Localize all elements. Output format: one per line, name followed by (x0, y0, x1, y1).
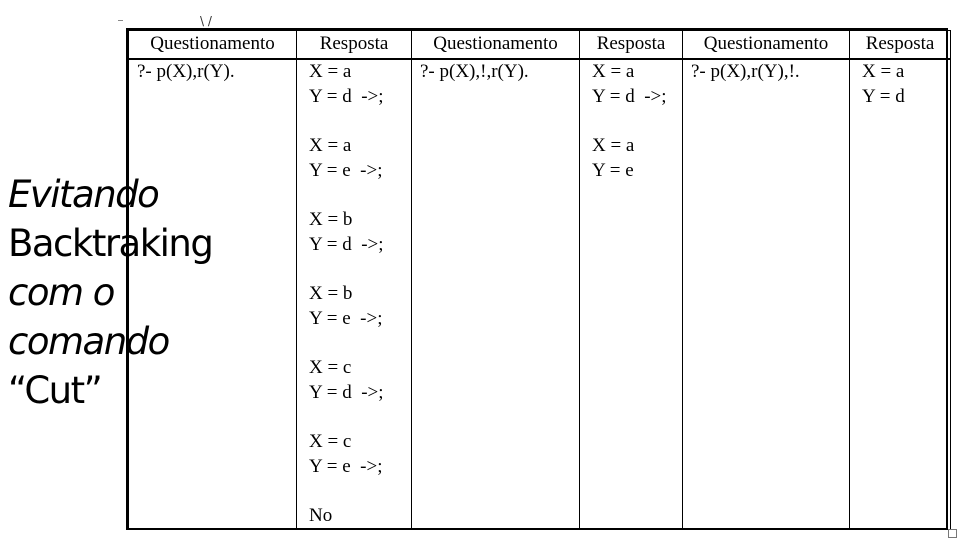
top-glyph: \ / (200, 14, 212, 28)
answer-block (309, 430, 411, 479)
answer-block (309, 60, 411, 109)
answer-line: X = a (309, 135, 352, 156)
answer-cell-1 (297, 59, 412, 529)
answer-line: X = b (309, 283, 353, 304)
title-line-3: com o (8, 271, 114, 314)
query-cell-3 (683, 59, 850, 529)
answer-block (309, 282, 411, 331)
answer-cell-3 (850, 59, 951, 529)
resize-handle[interactable] (948, 529, 957, 538)
answer-line: Y = d (862, 85, 905, 107)
header-resposta-2: Resposta (580, 31, 683, 60)
answer-block (862, 60, 950, 109)
header-resposta-1: Resposta (297, 31, 412, 60)
header-resposta-3: Resposta (850, 31, 951, 60)
answer-line: X = a (592, 135, 635, 156)
answer-line: Y = d ->; (309, 233, 384, 255)
title-line-2: Backtraking (8, 222, 213, 265)
answer-line: Y = d ->; (309, 381, 384, 403)
answer-line: Y = e ->; (309, 159, 383, 181)
title-line-5: “Cut” (8, 369, 102, 412)
table-row (129, 59, 951, 529)
answer-line: X = a (309, 61, 352, 82)
answer-block (309, 208, 411, 257)
header-questionamento-2: Questionamento (412, 31, 580, 60)
query-text: ?- p(X),r(Y). (137, 61, 235, 82)
answer-line: X = b (309, 209, 353, 230)
answer-line: Y = d ->; (309, 85, 384, 107)
answer-cell-2 (580, 59, 683, 529)
answer-line: X = a (592, 61, 635, 82)
table-header-row (129, 31, 951, 60)
query-text: ?- p(X),!,r(Y). (420, 61, 529, 82)
query-text: ?- p(X),r(Y),!. (691, 61, 800, 82)
answer-line: Y = e ->; (309, 455, 383, 477)
header-questionamento-1: Questionamento (129, 31, 297, 60)
title-line-1: Evitando (8, 173, 159, 216)
corner-tick-mark (118, 20, 123, 21)
answer-block (309, 504, 411, 529)
answer-line: X = a (862, 61, 905, 82)
title-line-4: comando (8, 320, 169, 363)
answer-block (592, 134, 682, 183)
prolog-cut-table (128, 30, 951, 530)
answer-block (592, 60, 682, 109)
answer-block (309, 356, 411, 405)
answer-line: Y = d ->; (592, 85, 667, 107)
table-image (126, 28, 948, 530)
answer-line: X = c (309, 357, 352, 378)
query-cell-2 (412, 59, 580, 529)
answer-line: Y = e ->; (309, 307, 383, 329)
answer-line: No (309, 505, 333, 526)
answer-line: X = c (309, 431, 352, 452)
answer-block (309, 134, 411, 183)
slide-title (8, 170, 212, 415)
header-questionamento-3: Questionamento (683, 31, 850, 60)
answer-line: Y = e (592, 159, 634, 181)
